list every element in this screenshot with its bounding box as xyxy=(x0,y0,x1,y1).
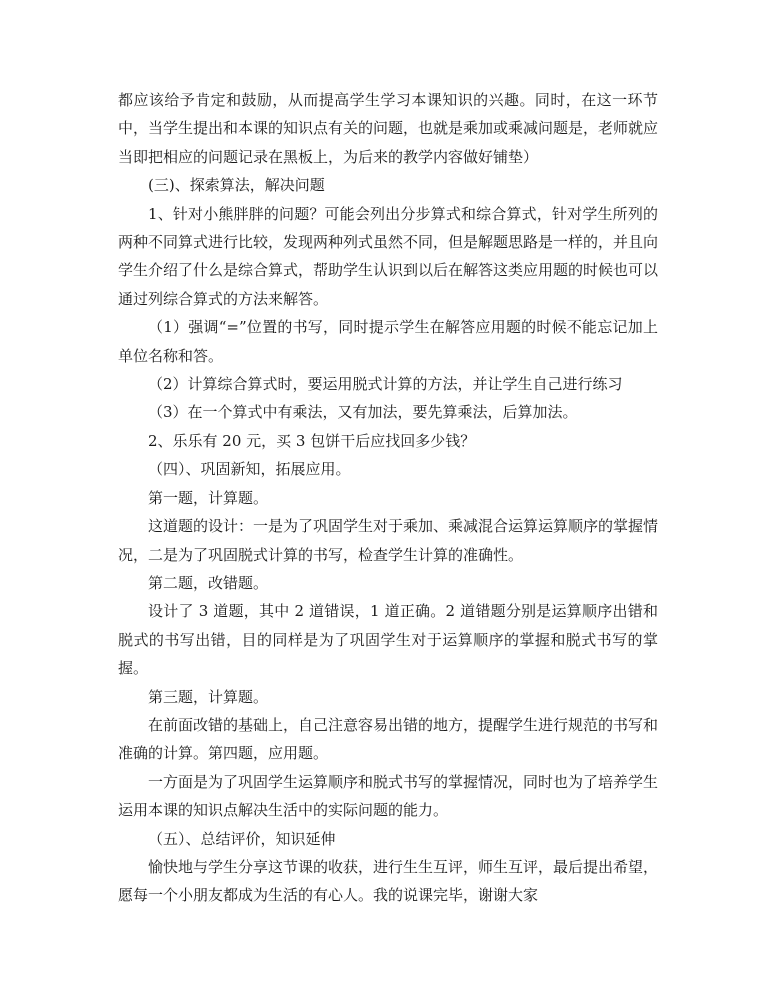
exercise-4-description: 一方面是为了巩固学生运算顺序和脱式书写的掌握情况，同时也为了培养学生运用本课的知识点解决生活中的实际问题的能力。 xyxy=(118,772,659,820)
section-heading-3: (三)、探索算法，解决问题 xyxy=(148,176,325,195)
section-heading-4: （四）、巩固新知，拓展应用。 xyxy=(148,460,351,479)
paragraph-continuation: 都应该给予肯定和鼓励，从而提高学生学习本课知识的兴趣。同时，在这一环节中，当学生提出和本课的知识点有关的问题，也就是乘加或乘减问题是，老师就应当即把相应的问题记录在黑板上，为后来的教学内容做好铺垫） xyxy=(118,91,659,166)
exercise-1-description: 这道题的设计：一是为了巩固学生对于乘加、乘减混合运算运算顺序的掌握情况，二是为了巩固脱式计算的书写，检查学生计算的准确性。 xyxy=(118,517,659,564)
exercise-1-title: 第一题，计算题。 xyxy=(148,488,269,507)
exercise-3-description: 在前面改错的基础上，自己注意容易出错的地方，提醒学生进行规范的书写和准确的计算。第四题，应用题。 xyxy=(118,715,659,763)
paragraph-point-3: （3）在一个算式中有乘法，又有加法，要先算乘法，后算加法。 xyxy=(148,403,578,422)
paragraph-point-1: （1）强调“=”位置的书写，同时提示学生在解答应用题的时候不能忘记加上单位名称和答。 xyxy=(118,318,658,365)
paragraph-item-2: 2、乐乐有 20 元，买 3 包饼干后应找回多少钱？ xyxy=(148,431,476,450)
closing-paragraph: 愉快地与学生分享这节课的收获，进行生生互评，师生互评，最后提出希望，愿每一个小朋友都成为生活的有心人。我的说课完毕，谢谢大家 xyxy=(118,857,659,905)
paragraph-point-2: （2）计算综合算式时，要运用脱式计算的方法，并让学生自己进行练习 xyxy=(148,375,623,394)
paragraph-item-1: 1、针对小熊胖胖的问题？可能会列出分步算式和综合算式，针对学生所列的两种不同算式进行比较，发现两种列式虽然不同，但是解题思路是一样的，并且向学生介绍了什么是综合算式，帮助学生认识到以后在解答这类应用题的时候也可以通过列综合算式的方法来解答。 xyxy=(118,204,659,308)
document-body xyxy=(118,86,658,910)
exercise-3-title: 第三题，计算题。 xyxy=(148,687,269,706)
section-heading-5: （五）、总结评价，知识延伸 xyxy=(148,829,336,848)
exercise-2-description: 设计了 3 道题，其中 2 道错误，1 道正确。2 道错题分别是运算顺序出错和脱式的书写出错，目的同样是为了巩固学生对于运算顺序的掌握和脱式书写的掌握。 xyxy=(118,602,658,678)
exercise-2-title: 第二题，改错题。 xyxy=(148,573,269,592)
